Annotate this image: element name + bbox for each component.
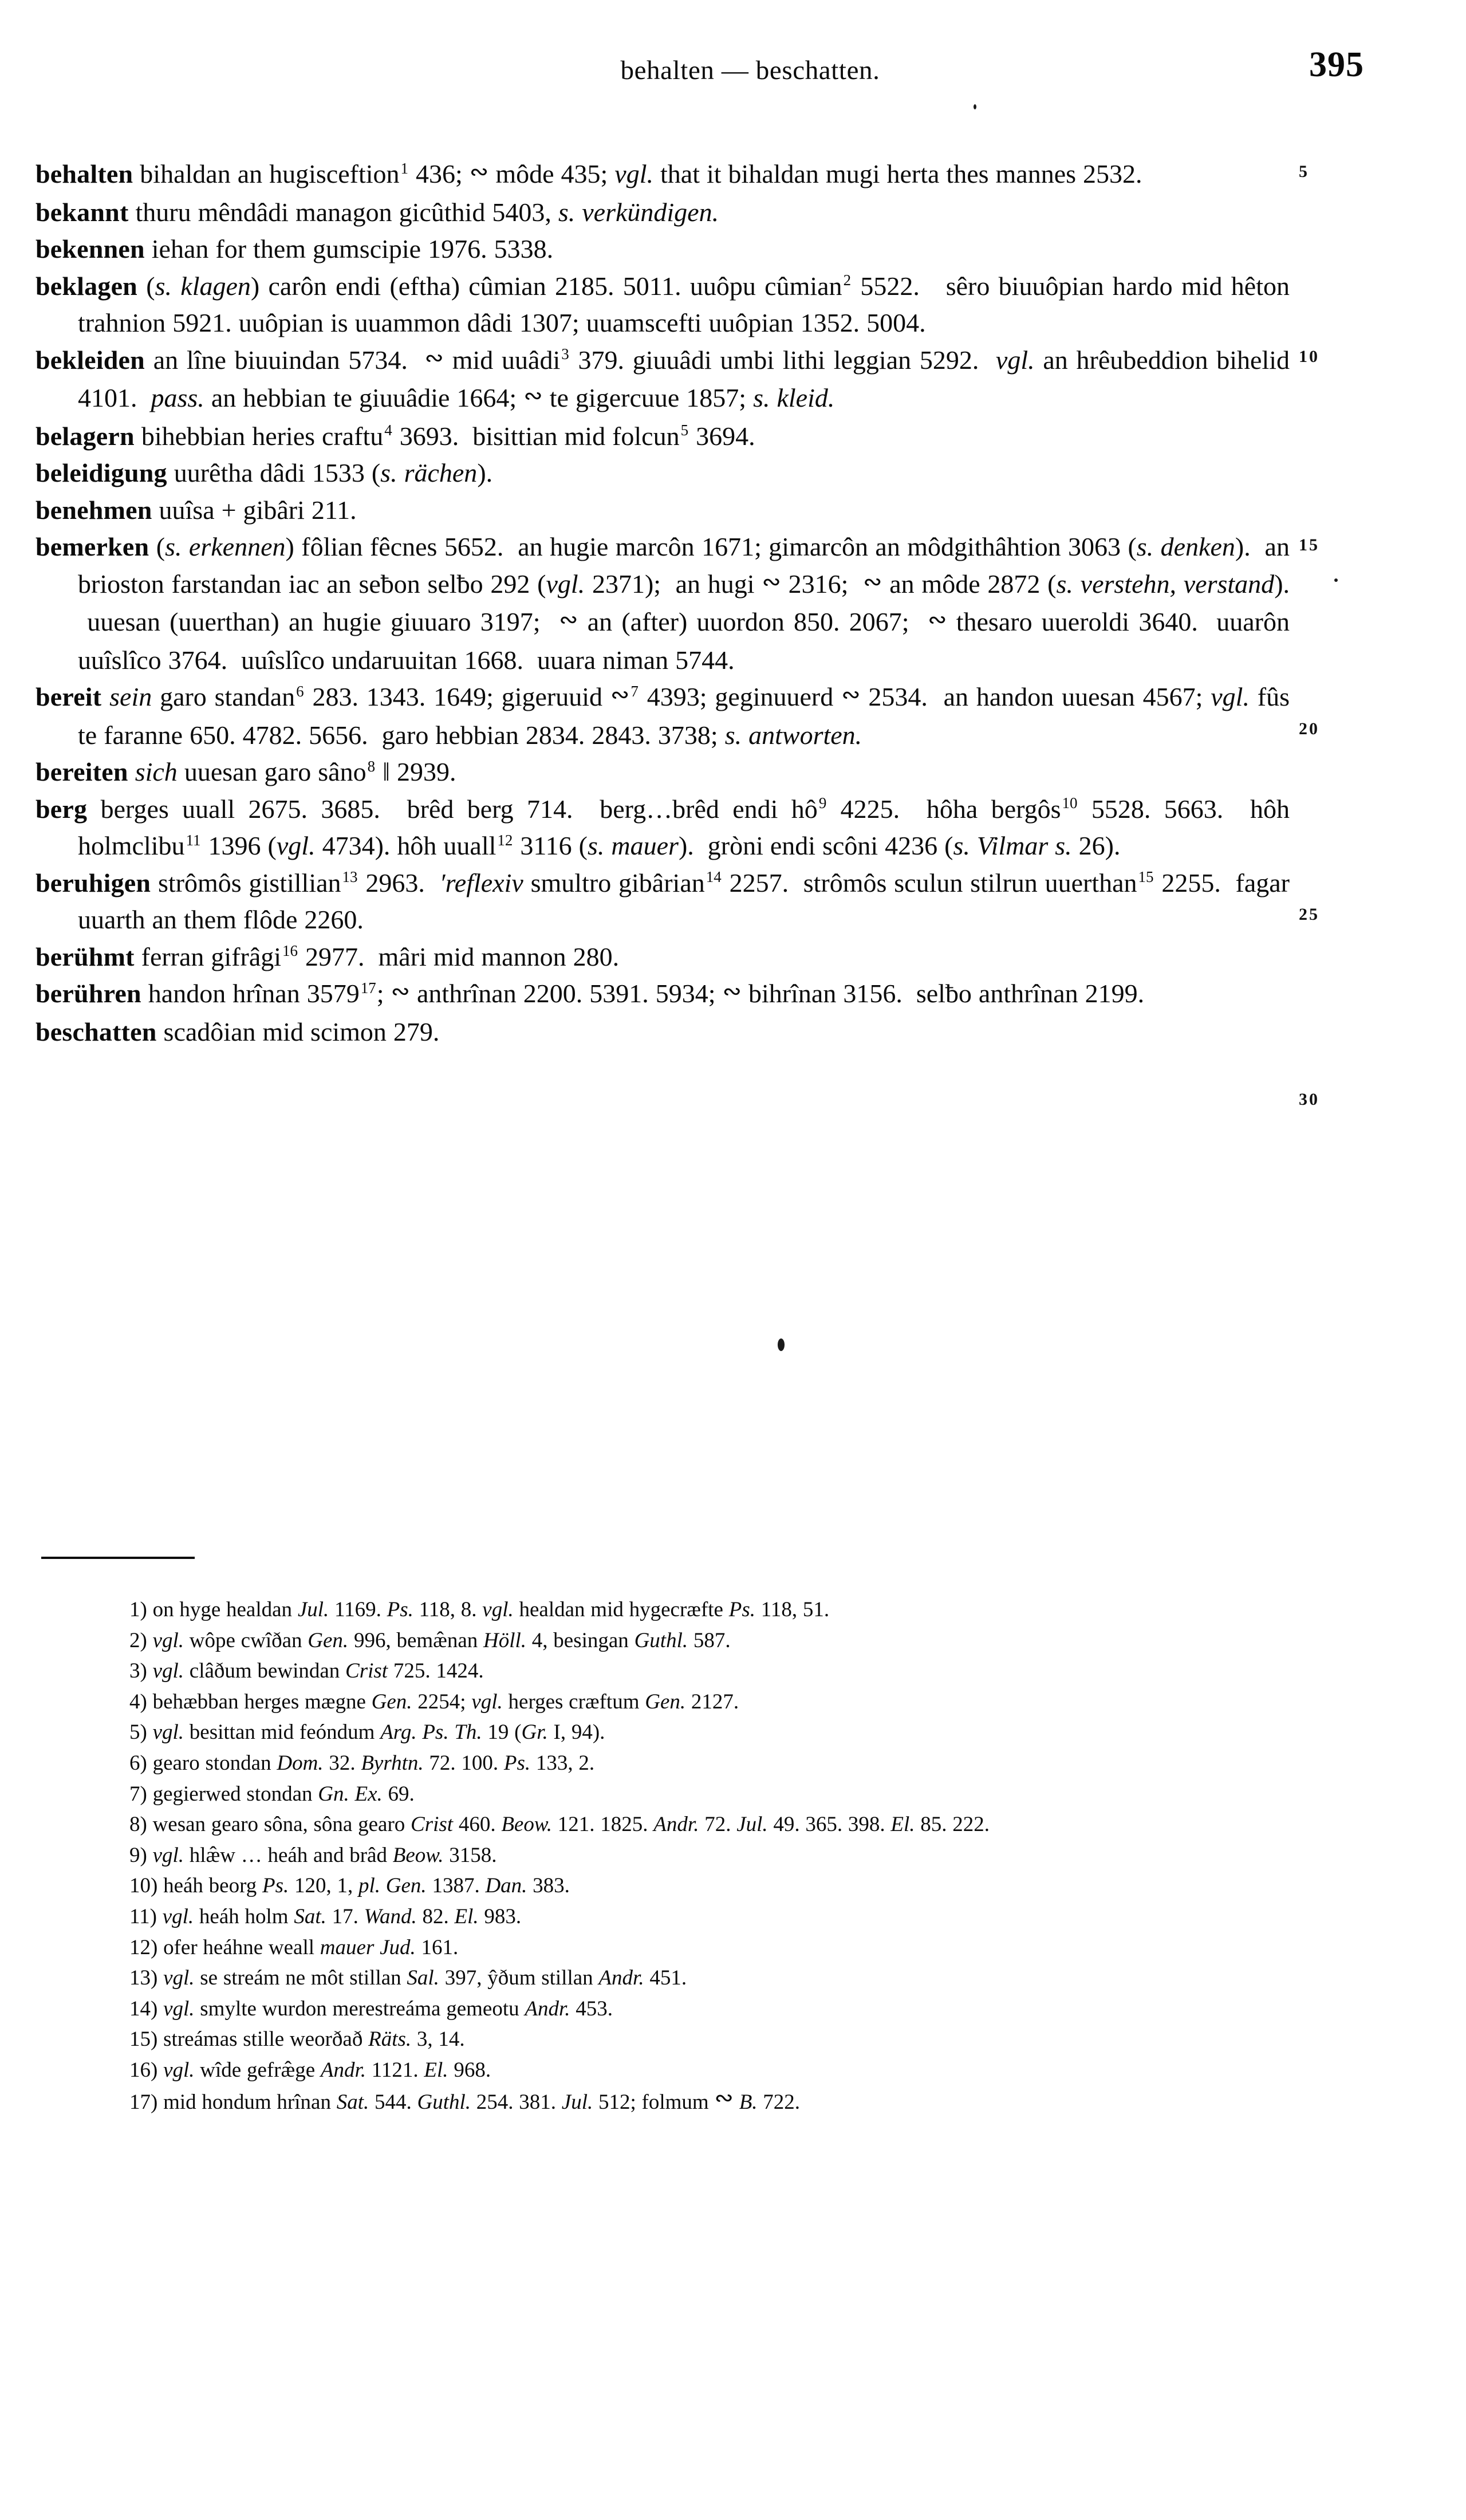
margin-line-number: 20 [1299,719,1319,738]
dictionary-entry: benehmen uuîsa + gibâri 211. [36,495,357,525]
margin-line-number: 15 [1299,536,1319,554]
dictionary-entry: berg berges uuall 2675. 3685. brêd berg 714. berg…brêd endi hô$^9$ 4225. hôha bergôs$^{10}$ 5528. 5663. hôh holmclibu$^{11}$ 1396 (vgl. 4734). hôh uuall$^{12}$ 3116 (s. mauer). gròni endi scôni 4236 (s. Vilmar s. 26). [36,794,1290,860]
line-number-margin [1299,156,1385,1450]
scan-speck [974,104,976,109]
footnote: 14) vgl. smylte wurdon merestreáma gemeotu Andr. 453. [129,1997,613,2021]
dictionary-entry: berühmt ferran gifrâgi$^{16}$ 2977. mâri mid mannon 280. [36,942,620,971]
margin-line-number: 5 [1299,162,1309,181]
dictionary-entry: beruhigen strômôs gistillian$^{13}$ 2963. ′reflexiv smultro gibârian$^{14}$ 2257. strômôs sculun stilrun uuerthan$^{15}$ 2255. fagar uuarth an them flôde 2260. [36,868,1290,934]
footnote: 4) behæbban herges mægne Gen. 2254; vgl. herges cræftum Gen. 2127. [129,1690,739,1714]
running-head [0,45,1466,95]
footnote: 13) vgl. se streám ne môt stillan Sal. 397, ŷðum stillan Andr. 451. [129,1966,687,1990]
footnote: 16) vgl. wîde gefræ̂ge Andr. 1121. El. 968. [129,2058,491,2082]
footnote: 8) wesan gearo sôna, sôna gearo Crist 460. Beow. 121. 1825. Andr. 72. Jul. 49. 365. 398. El. 85. 222. [129,1813,990,1837]
dictionary-entry: bekennen iehan for them gumscipie 1976. 5338. [36,234,554,263]
dictionary-entry: beleidigung uurêtha dâdi 1533 (s. rächen). [36,458,493,487]
margin-line-number: 25 [1299,905,1319,924]
dictionary-entry: bereit sein garo standan$^6$ 283. 1343. 1649; gigeruuid ∾$^7$ 4393; geginuuerd ∾ 2534. an handon uuesan 4567; vgl. fûs te faranne 650. 4782. 5656. garo hebbian 2834. 2843. 3738; s. antworten. [36,682,1290,750]
entry-list [36,156,1290,1050]
footnote: 11) vgl. heáh holm Sat. 17. Wand. 82. El. 983. [129,1904,522,1928]
footnote: 5) vgl. besittan mid feóndum Arg. Ps. Th. 19 (Gr. I, 94). [129,1720,605,1745]
dictionary-entry: beklagen (s. klagen) carôn endi (eftha) cûmian 2185. 5011. uuôpu cûmian$^2$ 5522. sêro biuuôpian hardo mid hêton trahnion 5921. uuôpian is uuammon dâdi 1307; uuamscefti uuôpian 1352. 5004. [36,271,1290,337]
scan-speck [1334,578,1338,582]
dictionary-entry: belagern bihebbian heries craftu$^4$ 3693. bisittian mid folcun$^5$ 3694. [36,421,755,451]
footnote: 10) heáh beorg Ps. 120, 1, pl. Gen. 1387. Dan. 383. [129,1874,570,1898]
footnote: 2) vgl. wôpe cwîðan Gen. 996, bemæ̂nan Höll. 4, besingan Guthl. 587. [129,1628,731,1652]
footnote: 12) ofer heáhne weall mauer Jud. 161. [129,1935,459,1959]
dictionary-entry: beschatten scadôian mid scimon 279. [36,1017,440,1046]
dictionary-entry: bekleiden an lîne biuuindan 5734. ∾ mid uuâdi$^3$ 379. giuuâdi umbi lithi leggian 5292. vgl. an hrêubeddion bihelid 4101. pass. an hebbian te giuuâdie 1664; ∾ te gigercuue 1857; s. kleid. [36,344,1290,412]
dictionary-entry: behalten bihaldan an hugisceftion$^1$ 436; ∾ môde 435; vgl. that it bihaldan mugi herta thes mannes 2532. [36,159,1142,188]
footnote-list [45,1594,1287,2117]
footnote: 17) mid hondum hrînan Sat. 544. Guthl. 254. 381. Jul. 512; folmum ∾ B. 722. [129,2084,801,2114]
footnote: 6) gearo stondan Dom. 32. Byrhtn. 72. 100. Ps. 133, 2. [129,1751,595,1775]
dictionary-entry: berühren handon hrînan 3579$^{17}$; ∾ anthrînan 2200. 5391. 5934; ∾ bihrînan 3156. selƀo anthrînan 2199. [36,978,1145,1008]
footnote: 15) streámas stille weorðað Räts. 3, 14. [129,2027,465,2052]
footnote: 7) gegierwed stondan Gn. Ex. 69. [129,1782,415,1806]
footnote: 1) on hyge healdan Jul. 1169. Ps. 118, 8. vgl. healdan mid hygecræfte Ps. 118, 51. [129,1598,830,1621]
margin-line-number: 10 [1299,347,1319,366]
running-head-title: behalten — beschatten. [620,56,880,85]
dictionary-entry: bekannt thuru mêndâdi managon gicûthid 5403, s. verkündigen. [36,197,719,227]
scan-speck [778,1338,785,1351]
dictionary-entry: bemerken (s. erkennen) fôlian fêcnes 5652. an hugie marcôn 1671; gimarcôn an môdgithâhtion 3063 (s. denken). an brioston farstandan iac an seƀon selƀo 292 (vgl. 2371); an hugi ∾ 2316; ∾ an môde 2872 (s. verstehn, verstand). uuesan (uuerthan) an hugie giuuaro 3197; ∾ an (after) uuordon 850. 2067; ∾ thesaro uueroldi 3640. uuarôn uuîslîco 3764. uuîslîco undaruuitan 1668. uuara niman 5744. [36,532,1290,675]
footnote: 9) vgl. hlæ̂w … heáh and brâd Beow. 3158. [129,1843,497,1867]
dictionary-entry: bereiten sich uuesan garo sâno$^8$ ‖ 2939. [36,757,456,786]
footnote-divider-rule [41,1557,195,1559]
page-number: 395 [1309,45,1364,84]
footnote: 3) vgl. clâðum bewindan Crist 725. 1424. [129,1659,484,1683]
margin-line-number: 30 [1299,1090,1319,1109]
